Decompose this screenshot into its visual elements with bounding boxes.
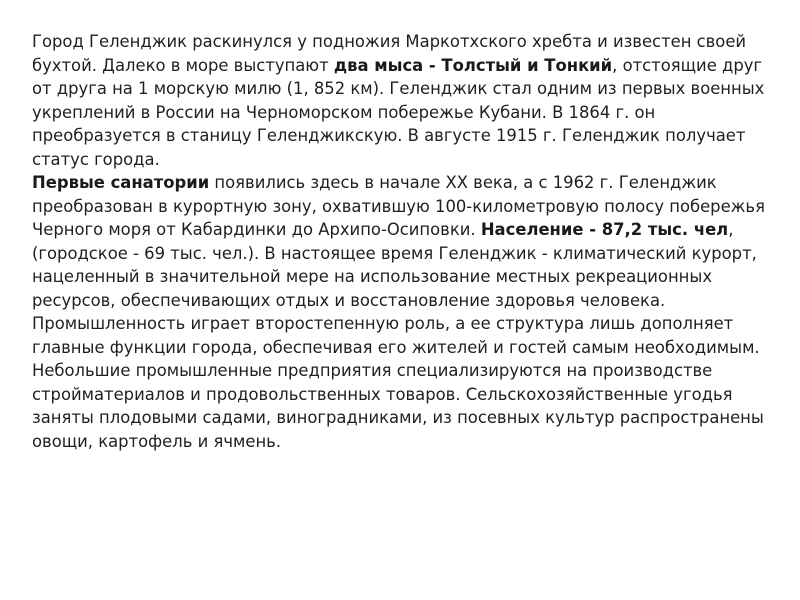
bold-text-population: Население - 87,2 тыс. чел bbox=[480, 220, 729, 239]
paragraph-history bbox=[32, 30, 772, 171]
text-run: , (городское - 69 тыс. чел.). В настоящее время Геленджик - климатический курорт, нацеленный в значительной мере на использование местных рекреационных ресурсов, обеспечивающих отдых и восстановление здоровья человека. bbox=[32, 220, 757, 310]
paragraph-resort bbox=[32, 171, 772, 312]
bold-text-sanatoriums: Первые санатории bbox=[32, 173, 210, 192]
text-run: Промышленность играет второстепенную роль, а ее структура лишь дополняет главные функции города, обеспечивая его жителей и гостей самым необходимым. Небольшие промышленные предприятия специализируются на производстве стройматериалов и продовольственных товаров. Сельскохозяйственные угодья заняты плодовыми садами, виноградниками, из посевных культур распространены овощи, картофель и ячмень. bbox=[32, 314, 764, 451]
paragraph-industry bbox=[32, 312, 772, 453]
text-run: появились здесь в начале XX века, а с 1962 г. Геленджик преобразован в курортную зону, охватившую 100-километровую полосу побережья Черного моря от Кабардинки до Архипо-Осиповки. bbox=[32, 173, 765, 239]
text-run: , отстоящие друг от друга на 1 морскую милю (1, 852 км). Геленджик стал одним из первых военных укреплений в России на Черноморском побережье Кубани. В 1864 г. он преобразуется в станицу Геленджикскую. В августе 1915 г. Геленджик получает статус города. bbox=[32, 55, 765, 169]
text-run: Город Геленджик раскинулся у подножия Маркотхского хребта и известен своей бухтой. Далеко в море выступают bbox=[32, 32, 747, 75]
text-body bbox=[32, 30, 772, 453]
bold-text-capes: два мыса - Толстый и Тонкий bbox=[333, 55, 613, 75]
